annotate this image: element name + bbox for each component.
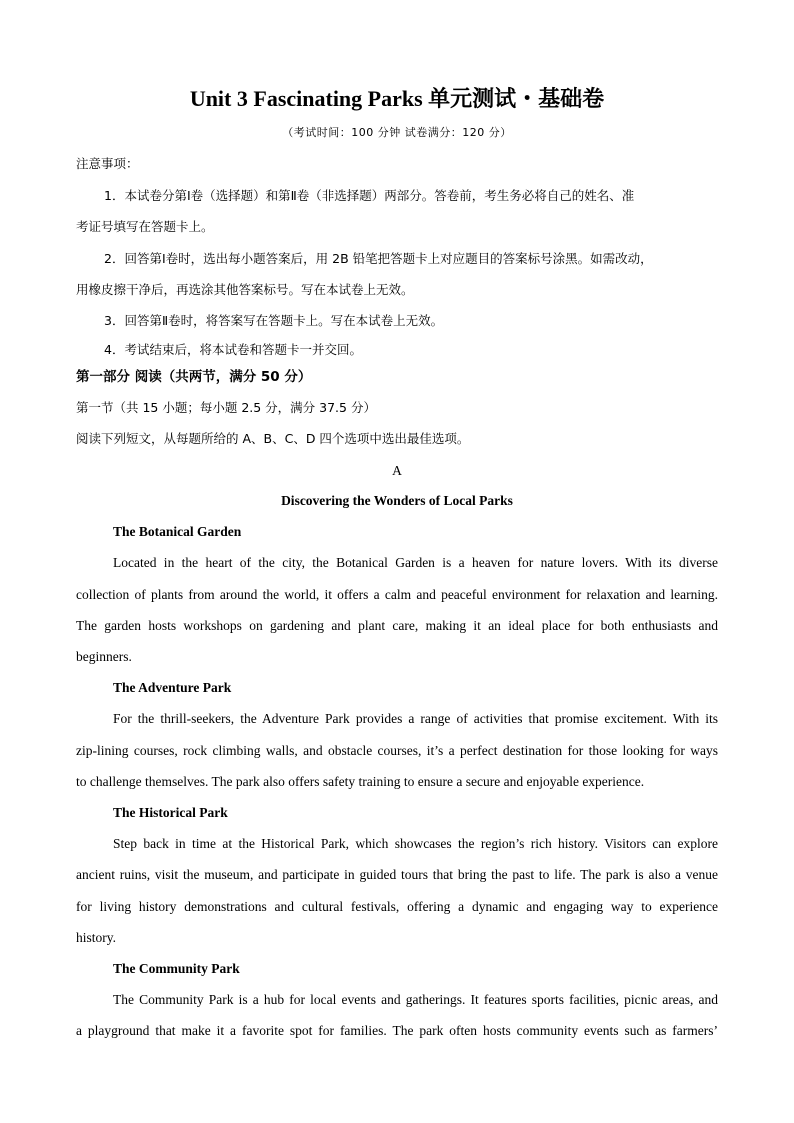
note-item-1-line-1: 1．本试卷分第Ⅰ卷（选择题）和第Ⅱ卷（非选择题）两部分。答卷前，考生务必将自己的姓名、准 <box>104 188 635 203</box>
note-item-4: 4．考试结束后，将本试卷和答题卡一并交回。 <box>104 342 362 357</box>
note-item-3: 3．回答第Ⅱ卷时，将答案写在答题卡上。写在本试卷上无效。 <box>104 313 444 328</box>
botanical-line-1: Located in the heart of the city, the Botanical Garden is a heaven for nature lovers. With its diverse <box>113 555 718 570</box>
historical-line-1: Step back in time at the Historical Park, which showcases the region’s rich history. Visitors can explore <box>113 836 718 851</box>
passage-letter: A <box>392 463 402 478</box>
notes-heading: 注意事项： <box>76 156 139 171</box>
reading-instruction: 阅读下列短文，从每题所给的 A、B、C、D 四个选项中选出最佳选项。 <box>76 431 470 446</box>
section-heading-community: The Community Park <box>113 961 240 976</box>
section-one-heading: 第一节（共 15 小题；每小题 2.5 分，满分 37.5 分） <box>76 400 376 415</box>
historical-line-2: ancient ruins, visit the museum, and participate in guided tours that bring the past to life. The park is also a venue <box>76 867 718 882</box>
botanical-line-3: The garden hosts workshops on gardening and plant care, making it an ideal place for both enthusiasts and <box>76 618 718 633</box>
historical-line-3: for living history demonstrations and cultural festivals, offering a dynamic and engaging way to experience <box>76 899 718 914</box>
community-line-2: a playground that make it a favorite spot for families. The park often hosts community events such as farmers’ <box>76 1023 718 1038</box>
section-heading-botanical: The Botanical Garden <box>113 524 242 539</box>
part-one-heading: 第一部分 阅读（共两节，满分 50 分） <box>76 369 312 385</box>
section-heading-adventure: The Adventure Park <box>113 680 232 695</box>
historical-line-4: history. <box>76 930 116 945</box>
note-item-1-line-2: 考证号填写在答题卡上。 <box>76 219 214 234</box>
exam-info: （考试时间：100 分钟 试卷满分：120 分） <box>282 126 512 139</box>
community-line-1: The Community Park is a hub for local events and gatherings. It features sports facilities, picnic areas, and <box>113 992 718 1007</box>
page-title: Unit 3 Fascinating Parks 单元测试・基础卷 <box>189 86 605 111</box>
botanical-line-2: collection of plants from around the world, it offers a calm and peaceful environment for relaxation and learning. <box>76 587 718 602</box>
section-heading-historical: The Historical Park <box>113 805 228 820</box>
botanical-line-4: beginners. <box>76 649 132 664</box>
adventure-line-1: For the thrill-seekers, the Adventure Park provides a range of activities that promise excitement. With its <box>113 711 718 726</box>
adventure-line-3: to challenge themselves. The park also offers safety training to ensure a secure and enjoyable experience. <box>76 774 645 789</box>
passage-title: Discovering the Wonders of Local Parks <box>281 493 513 508</box>
adventure-line-2: zip-lining courses, rock climbing walls, and obstacle courses, it’s a perfect destination for those looking for ways <box>76 743 718 758</box>
note-item-2-line-2: 用橡皮擦干净后，再选涂其他答案标号。写在本试卷上无效。 <box>76 282 414 297</box>
note-item-2-line-1: 2．回答第Ⅰ卷时，选出每小题答案后，用 2B 铅笔把答题卡上对应题目的答案标号涂黑。如需改动， <box>104 251 653 266</box>
